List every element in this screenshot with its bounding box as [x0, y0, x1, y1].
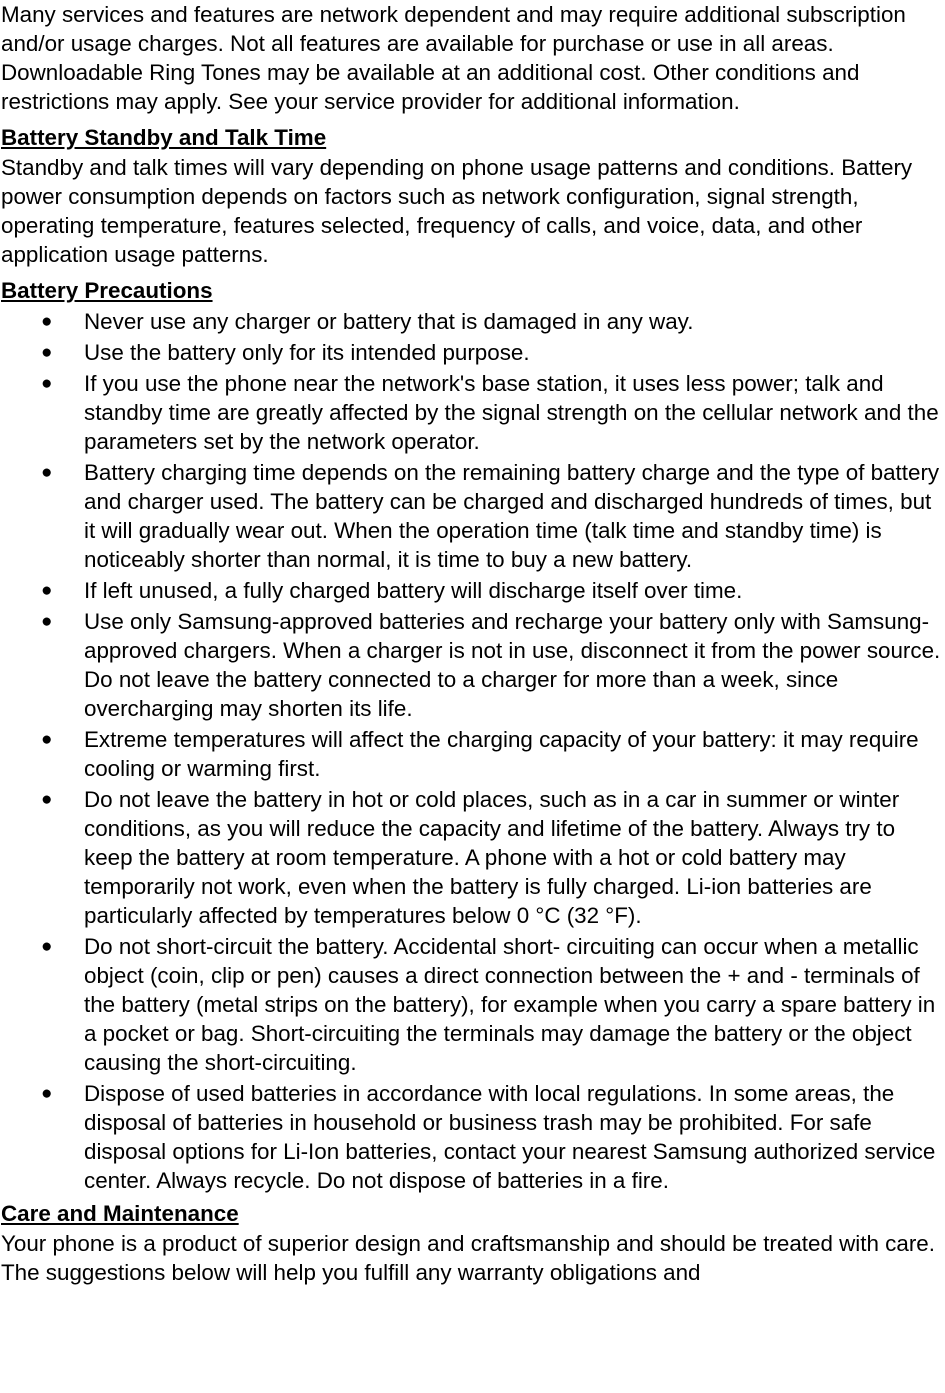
bullet-icon: ● [41, 611, 53, 632]
bullet-icon: ● [41, 936, 53, 957]
list-item-text: If left unused, a fully charged battery will discharge itself over time. [84, 578, 743, 603]
list-item [1, 307, 945, 336]
bullet-icon: ● [41, 342, 53, 363]
list-item-text: Do not leave the battery in hot or cold places, such as in a car in summer or winter conditions, as you will reduce the capacity and lifetime of the battery. Always try to keep the battery at room temperature. A phone with a hot or cold battery may temporarily not work, even when the battery is fully charged. Li-ion batteries are particularly affected by temperatures below 0 °C (32 °F). [84, 787, 900, 928]
list-item-text: Dispose of used batteries in accordance with local regulations. In some areas, the disposal of batteries in household or business trash may be prohibited. For safe disposal options for Li-Ion batteries, contact your nearest Samsung authorized service center. Always recycle. Do not dispose of batteries in a fire. [84, 1081, 936, 1193]
list-item-text: Extreme temperatures will affect the charging capacity of your battery: it may require cooling or warming first. [84, 727, 919, 781]
standby-paragraph: Standby and talk times will vary depending on phone usage patterns and conditions. Battery power consumption depends on factors such as network configuration, signal strength, operating temperature, features selected, frequency of calls, and voice, data, and other application usage patterns. [1, 155, 913, 267]
list-item-text: Never use any charger or battery that is damaged in any way. [84, 309, 694, 334]
intro-paragraph: Many services and features are network dependent and may require additional subscription and/or usage charges. Not all features are available for purchase or use in all areas. Downloadable Ring Tones may be available at an additional cost. Other conditions and restrictions may apply. See your service provider for additional information. [1, 2, 906, 114]
list-item [1, 1079, 945, 1195]
list-item [1, 725, 945, 783]
standby-heading: Battery Standby and Talk Time [1, 125, 327, 150]
list-item [1, 369, 945, 456]
care-heading: Care and Maintenance [1, 1201, 239, 1226]
list-item-text: Do not short-circuit the battery. Accidental short- circuiting can occur when a metallic object (coin, clip or pen) causes a direct connection between the + and - terminals of the battery (metal strips on the battery), for example when you carry a spare battery in a pocket or bag. Short-circuiting the terminals may damage the battery or the object causing the short-circuiting. [84, 934, 936, 1075]
list-item-text: If you use the phone near the network's base station, it uses less power; talk and standby time are greatly affected by the signal strength on the cellular network and the parameters set by the network operator. [84, 371, 939, 454]
list-item [1, 576, 945, 605]
list-item-text: Battery charging time depends on the remaining battery charge and the type of battery and charger used. The battery can be charged and discharged hundreds of times, but it will gradually wear out. When the operation time (talk time and standby time) is noticeably shorter than normal, it is time to buy a new battery. [84, 460, 940, 572]
list-item-text: Use only Samsung-approved batteries and recharge your battery only with Samsung-approved chargers. When a charger is not in use, disconnect it from the power source. Do not leave the battery connected to a charger for more than a week, since overcharging may shorten its life. [84, 609, 941, 721]
bullet-icon: ● [41, 373, 53, 394]
document-page [1, 0, 945, 1287]
list-item-text: Use the battery only for its intended purpose. [84, 340, 530, 365]
precautions-list [1, 307, 945, 1195]
list-item [1, 607, 945, 723]
bullet-icon: ● [41, 729, 53, 750]
list-item [1, 932, 945, 1077]
list-item [1, 785, 945, 930]
bullet-icon: ● [41, 311, 53, 332]
list-item [1, 458, 945, 574]
bullet-icon: ● [41, 789, 53, 810]
care-paragraph: Your phone is a product of superior design and craftsmanship and should be treated with care. The suggestions below will help you fulfill any warranty obligations and [1, 1231, 935, 1285]
precautions-heading: Battery Precautions [1, 278, 213, 303]
bullet-icon: ● [41, 1083, 53, 1104]
bullet-icon: ● [41, 580, 53, 601]
bullet-icon: ● [41, 462, 53, 483]
list-item [1, 338, 945, 367]
